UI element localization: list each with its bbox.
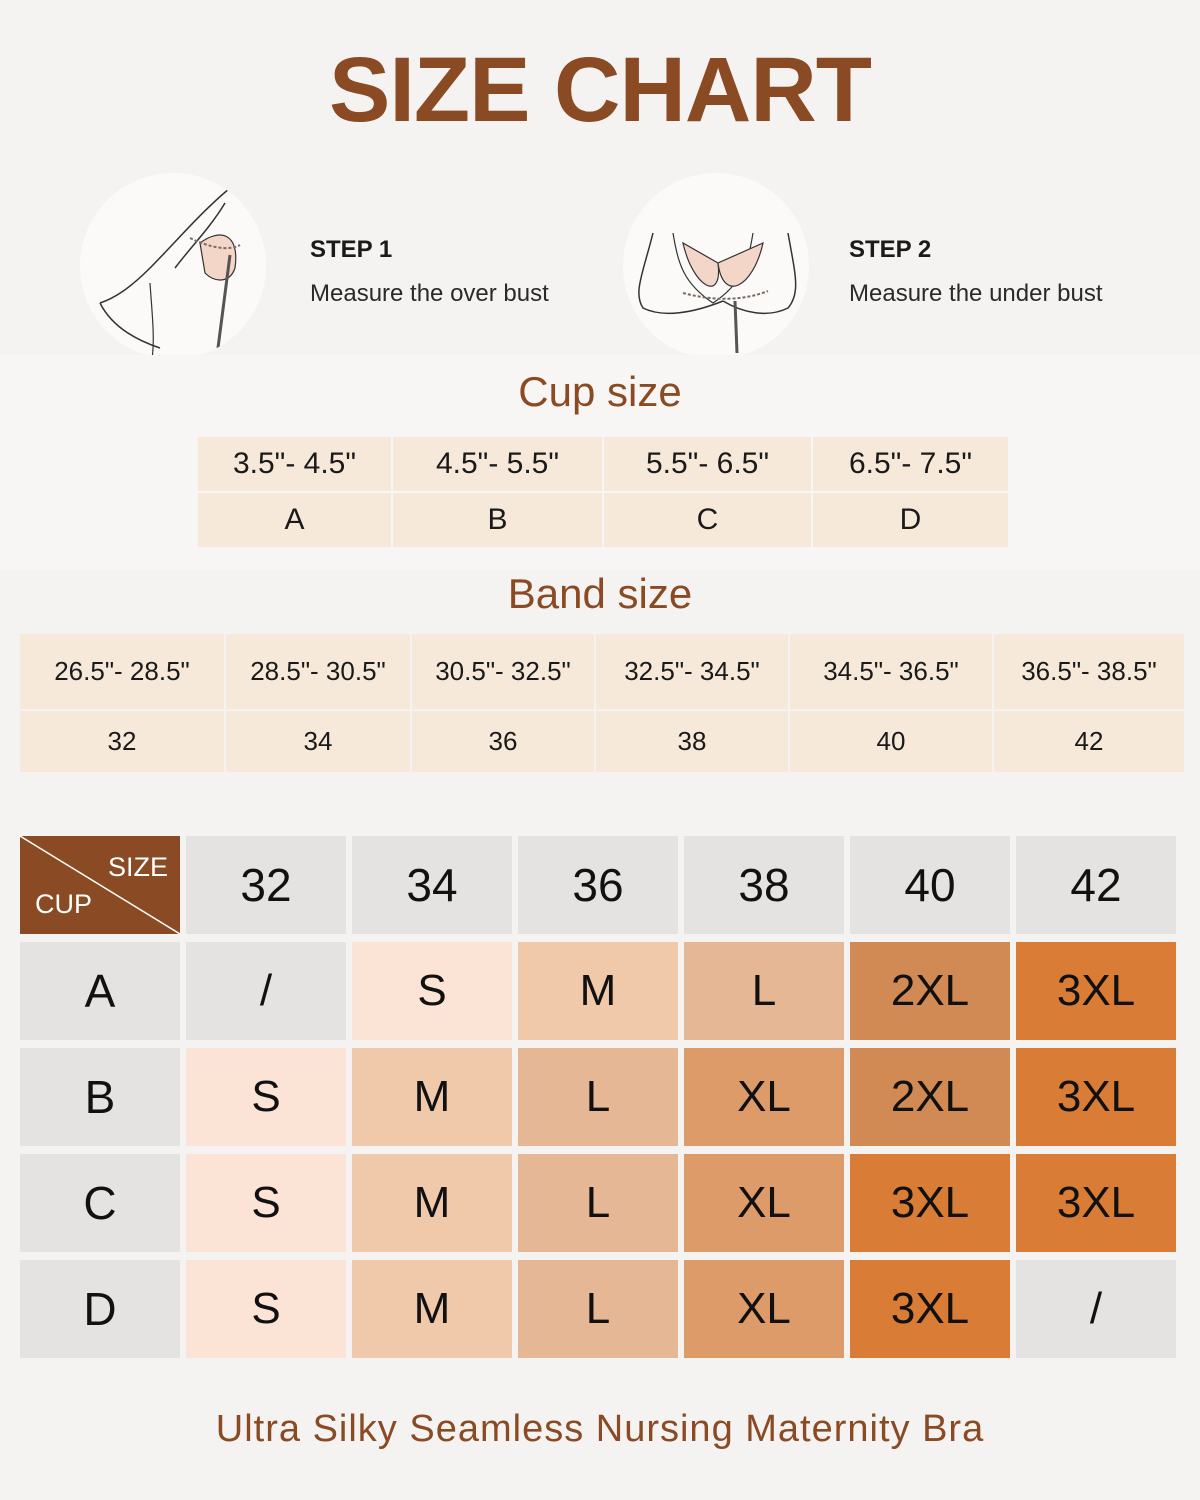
cup-row-header: B [20,1048,180,1146]
step-2-desc: Measure the under bust [849,280,1103,307]
band-range-cell: 36.5"- 38.5" [994,634,1184,709]
cup-letter-cell: D [813,493,1008,547]
band-range-cell: 34.5"- 36.5" [790,634,992,709]
band-number-cell: 36 [412,711,594,772]
size-grid [20,836,1176,1366]
band-range-cell: 32.5"- 34.5" [596,634,788,709]
page-title: SIZE CHART [329,39,871,141]
cup-row-header: A [20,942,180,1040]
band-number-cell: 40 [790,711,992,772]
size-cell: L [518,1048,678,1146]
cup-range-cell: 3.5"- 4.5" [198,437,391,491]
band-range-cell: 28.5"- 30.5" [226,634,410,709]
size-cell: 3XL [1016,1154,1176,1252]
size-cell: 3XL [850,1260,1010,1358]
size-cell: 3XL [1016,942,1176,1040]
size-cell: / [1016,1260,1176,1358]
size-cell: S [186,1154,346,1252]
band-size-title: Band size [507,570,693,617]
band-header: 36 [518,836,678,934]
step-1 [310,236,549,308]
cup-size-table [198,437,1002,545]
size-cell: S [186,1260,346,1358]
cup-letter-cell: A [198,493,391,547]
band-range-cell: 30.5"- 32.5" [412,634,594,709]
over-bust-measure-icon [80,173,266,359]
cup-range-cell: 4.5"- 5.5" [393,437,602,491]
size-cell: 3XL [1016,1048,1176,1146]
step-1-illustration [80,173,266,359]
under-bust-measure-icon [623,173,809,359]
size-cell: L [518,1260,678,1358]
cup-range-cell: 6.5"- 7.5" [813,437,1008,491]
corner-size-label: SIZE [107,852,168,882]
size-cell: S [352,942,512,1040]
step-1-label: STEP 1 [310,236,393,263]
size-cell: XL [684,1260,844,1358]
corner-cup-label: CUP [35,889,93,919]
grid-corner [20,836,180,934]
band-number-cell: 34 [226,711,410,772]
step-2-label: STEP 2 [849,236,932,263]
size-cell: 3XL [850,1154,1010,1252]
cup-range-cell: 5.5"- 6.5" [604,437,811,491]
band-number-cell: 38 [596,711,788,772]
cup-size-title: Cup size [518,368,682,415]
band-size-table [20,634,1174,772]
band-header: 42 [1016,836,1176,934]
band-header: 34 [352,836,512,934]
size-cell: S [186,1048,346,1146]
size-cell: M [352,1154,512,1252]
cup-letter-cell: B [393,493,602,547]
size-cell: XL [684,1154,844,1252]
band-number-cell: 32 [20,711,224,772]
size-cell: / [186,942,346,1040]
size-cell: XL [684,1048,844,1146]
size-cell: M [352,1048,512,1146]
step-2 [849,236,1103,308]
band-range-cell: 26.5"- 28.5" [20,634,224,709]
band-header: 32 [186,836,346,934]
cup-row-header: C [20,1154,180,1252]
product-name-footer: Ultra Silky Seamless Nursing Maternity Bra [215,1408,985,1450]
size-cell: 2XL [850,1048,1010,1146]
size-cell: M [352,1260,512,1358]
band-header: 40 [850,836,1010,934]
band-header: 38 [684,836,844,934]
step-1-desc: Measure the over bust [310,280,549,307]
cup-letter-cell: C [604,493,811,547]
step-2-illustration [623,173,809,359]
band-number-cell: 42 [994,711,1184,772]
size-cell: 2XL [850,942,1010,1040]
size-cell: L [518,1154,678,1252]
size-cell: L [684,942,844,1040]
cup-row-header: D [20,1260,180,1358]
size-cell: M [518,942,678,1040]
